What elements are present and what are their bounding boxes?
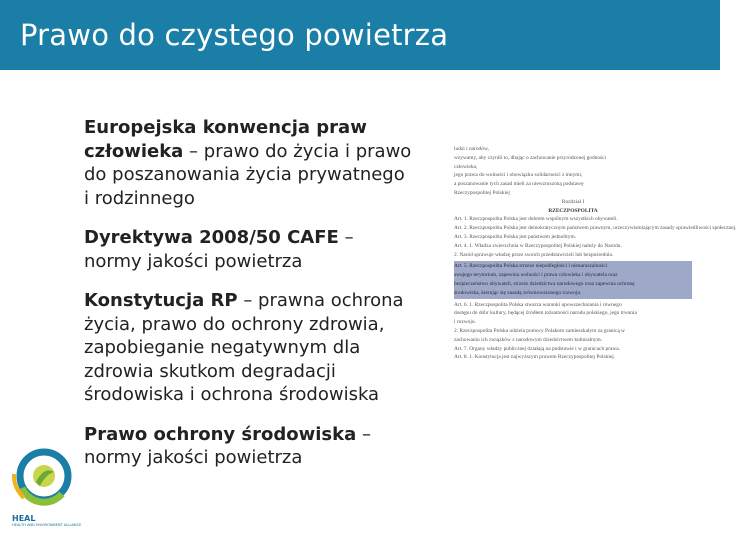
bullet-heading: Prawo ochrony środowiska	[84, 423, 357, 445]
document-intro	[454, 145, 692, 198]
document-line: człowieka,	[454, 163, 478, 170]
bullet-text: – prawo do życia i prawo do poszanowania życia prywatnego i rodzinnego	[84, 140, 412, 209]
document-line: Art. 2. Rzeczpospolita Polska jest demokratycznym państwem prawnym, urzeczywistniającym zasady sprawiedliwości społecznej.	[454, 225, 736, 232]
document-line: Rzeczypospolitej Polskiej	[454, 189, 510, 196]
document-line: Art. 1. Rzeczpospolita Polska jest dobrem wspólnym wszystkich obywateli.	[454, 216, 618, 223]
document-line: Art. 6. 1. Rzeczpospolita Polska stwarza warunki upowszechniania i równego	[454, 301, 622, 308]
document-line: dostępu do dóbr kultury, będącej źródłem tożsamości narodu polskiego, jego trwania	[454, 310, 637, 317]
document-line: a poszanowanie tych zasad mieli za niewzruszoną podstawę	[454, 181, 584, 188]
document-line: bezpieczeństwo obywateli, strzeże dziedzictwa narodowego oraz zapewnia ochronę	[454, 280, 635, 287]
document-line: 2. Naród sprawuje władzę przez swoich przedstawicieli lub bezpośrednio.	[454, 251, 614, 258]
constitution-excerpt-image	[454, 145, 736, 441]
document-line: Art. 3. Rzeczpospolita Polska jest państwem jednolitym.	[454, 233, 577, 240]
bullet-item	[84, 116, 414, 210]
document-line: jego prawa do wolności i obowiązku solidarności z innymi,	[454, 172, 583, 179]
document-line: środowiska, kierując się zasadą zrównoważonego rozwoju.	[454, 289, 582, 296]
bullet-item	[84, 226, 414, 273]
document-line: 2. Rzeczpospolita Polska udziela pomocy Polakom zamieszkałym za granicą w	[454, 327, 625, 334]
document-line: ludzi i narodów,	[454, 146, 489, 152]
logo-tagline: HEALTH AND ENVIRONMENT ALLIANCE	[12, 523, 82, 527]
document-line: wzywamy, aby czynili to, dbając o zachowanie przyrodzonej godności	[454, 154, 607, 161]
document-line: Art. 5. Rzeczpospolita Polska strzeże niepodległości i nienaruszalności	[454, 263, 608, 270]
bullet-heading: Konstytucja RP	[84, 290, 238, 311]
bullet-item	[84, 289, 414, 407]
document-line: Art. 7. Organy władzy publicznej działają na podstawie i w granicach prawa.	[454, 345, 621, 352]
document-line: Art. 4. 1. Władza zwierzchnia w Rzeczypospolitej Polskiej należy do Narodu.	[454, 242, 622, 249]
bullet-heading: Europejska konwencja praw człowieka	[84, 117, 367, 162]
logo-name: HEAL	[12, 514, 36, 523]
document-chapter: Rozdział I	[561, 198, 585, 205]
document-articles-continued	[454, 301, 692, 363]
document-line: i rozwoju.	[454, 319, 476, 326]
bullet-list	[84, 116, 414, 486]
document-highlighted-article	[454, 261, 692, 298]
bullet-text: – prawna ochrona życia, prawo do ochrony zdrowia, zapobieganie negatywnym dla zdrowia skutkom degradacji środowiska i ochrona środowiska	[84, 290, 404, 405]
document-line: swojego terytorium, zapewnia wolności i prawa człowieka i obywatela oraz	[454, 272, 618, 279]
document-line: Art. 8. 1. Konstytucja jest najwyższym prawem Rzeczypospolitej Polskiej.	[454, 354, 616, 361]
bullet-text: – normy jakości powietrza	[84, 227, 354, 272]
document-chapter-title: RZECZPOSPOLITA	[548, 207, 598, 214]
title-bar	[0, 0, 720, 70]
document-line: zachowaniu ich związków z narodowym dziedzictwem kulturalnym.	[454, 336, 603, 343]
document-articles	[454, 215, 736, 259]
slide-title: Prawo do czystego powietrza	[20, 18, 449, 52]
bullet-item	[84, 423, 414, 470]
bullet-heading: Dyrektywa 2008/50 CAFE	[84, 227, 339, 248]
bullet-text: – normy jakości powietrza	[84, 423, 371, 468]
